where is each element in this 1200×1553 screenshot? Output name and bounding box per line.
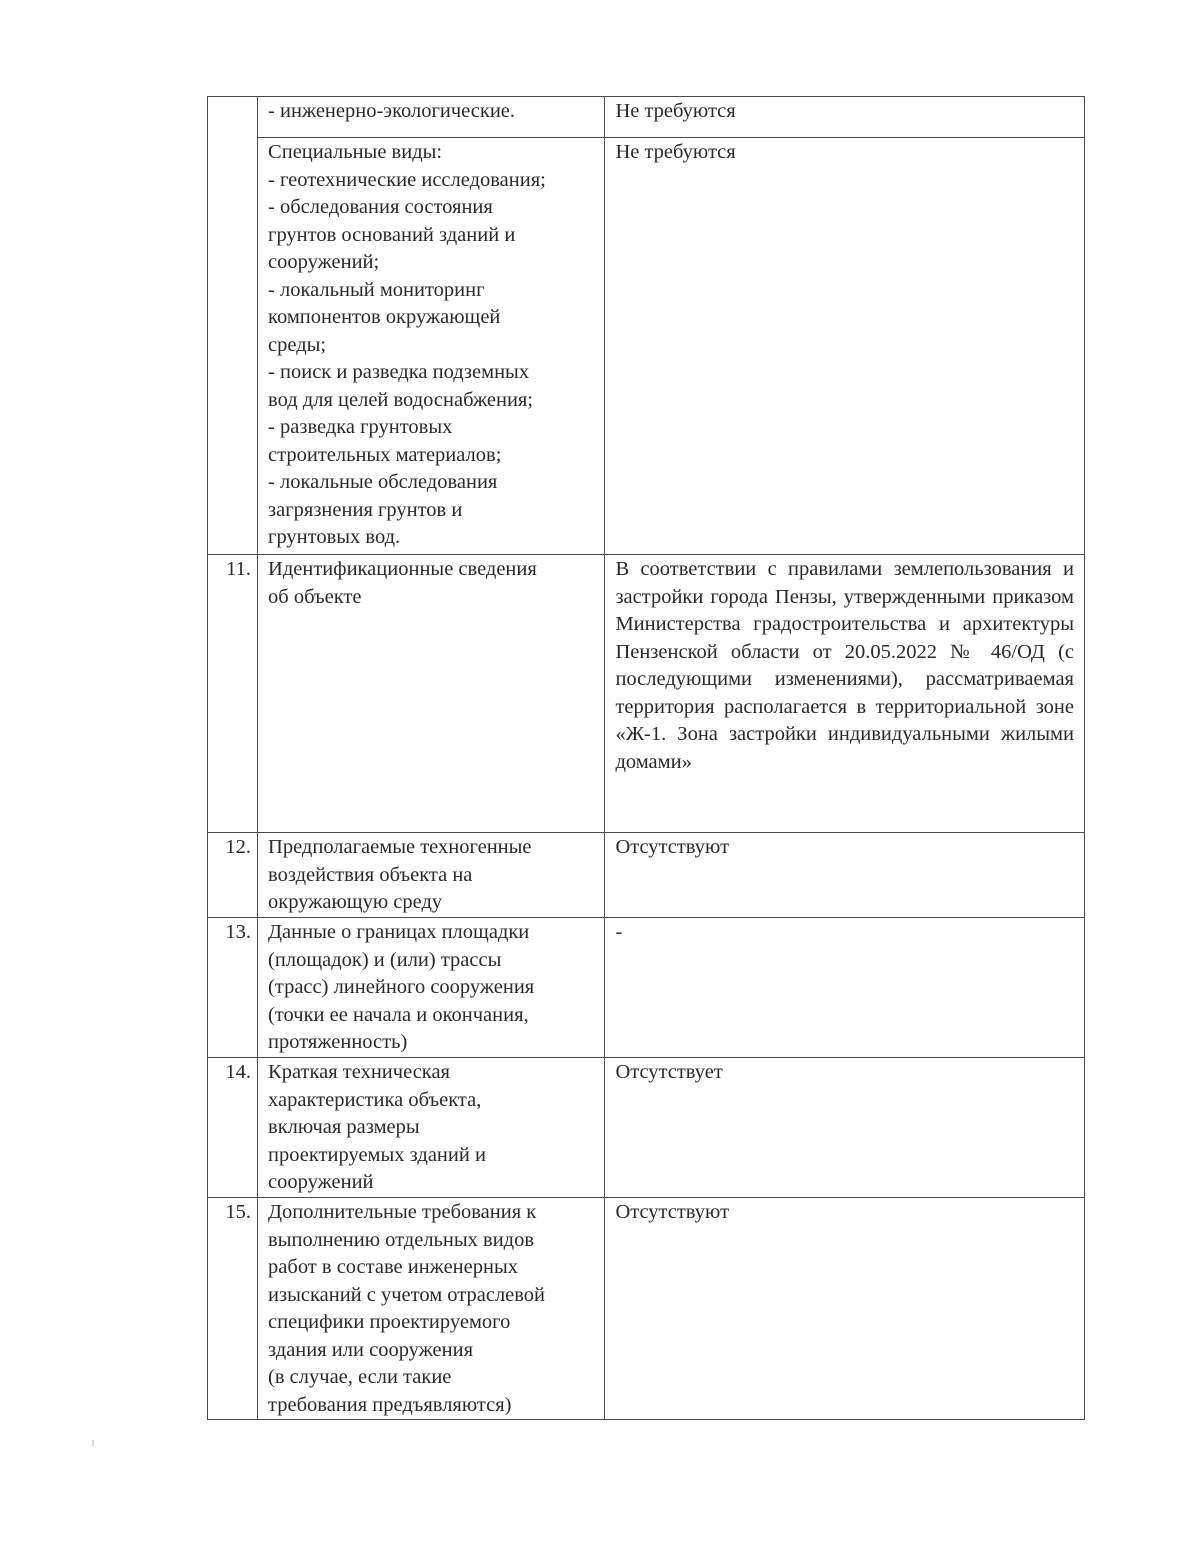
row-item-name: Дополнительные требования к выполнению отдельных видов работ в составе инженерных изысканий с учетом отраслевой специфики проектируемого здания или сооружения (в случае, если такие требования предъявляются)	[258, 1198, 605, 1420]
row-item-name: Предполагаемые техногенные воздействия объекта на окружающую среду	[258, 833, 605, 918]
row-number: 14.	[208, 1058, 258, 1198]
table-row	[208, 918, 1085, 1058]
row-item-name: Идентификационные сведения об объекте	[258, 555, 605, 833]
requirements-table	[207, 96, 1085, 1420]
row-number: 12.	[208, 833, 258, 918]
row-item-value: Не требуются	[605, 97, 1085, 138]
row-item-value: -	[605, 918, 1085, 1058]
row-item-value: Отсутствуют	[605, 833, 1085, 918]
table-row	[208, 555, 1085, 833]
row-item-value: Отсутствует	[605, 1058, 1085, 1198]
table-row	[208, 97, 1085, 138]
row-item-value: В соответствии с правилами землепользования и застройки города Пензы, утвержденными приказом Министерства градостроительства и архитектуры Пензенской области от 20.05.2022 № 46/ОД (с последующими изменениями), рассматриваемая территория располагается в территориальной зоне «Ж-1. Зона застройки индивидуальными жилыми домами»	[605, 555, 1085, 833]
row-number: 11.	[208, 555, 258, 833]
table-row	[208, 1198, 1085, 1420]
row-number: 13.	[208, 918, 258, 1058]
row-number	[208, 97, 258, 555]
row-item-name: Краткая техническая характеристика объекта, включая размеры проектируемых зданий и сооружений	[258, 1058, 605, 1198]
row-number: 15.	[208, 1198, 258, 1420]
table-row	[208, 833, 1085, 918]
scan-artifact	[92, 1440, 94, 1446]
row-item-name: - инженерно-экологические.	[258, 97, 605, 138]
row-item-value: Отсутствуют	[605, 1198, 1085, 1420]
table-row	[208, 138, 1085, 555]
row-item-value: Не требуются	[605, 138, 1085, 555]
row-item-name: Специальные виды: - геотехнические исследования; - обследования состояния грунтов оснований зданий и сооружений; - локальный мониторинг компонентов окружающей среды; - поиск и разведка подземных вод для целей водоснабжения; - разведка грунтовых строительных материалов; - локальные обследования загрязнения грунтов и грунтовых вод.	[258, 138, 605, 555]
row-item-name: Данные о границах площадки (площадок) и (или) трассы (трасс) линейного сооружения (точки ее начала и окончания, протяженность)	[258, 918, 605, 1058]
table-row	[208, 1058, 1085, 1198]
